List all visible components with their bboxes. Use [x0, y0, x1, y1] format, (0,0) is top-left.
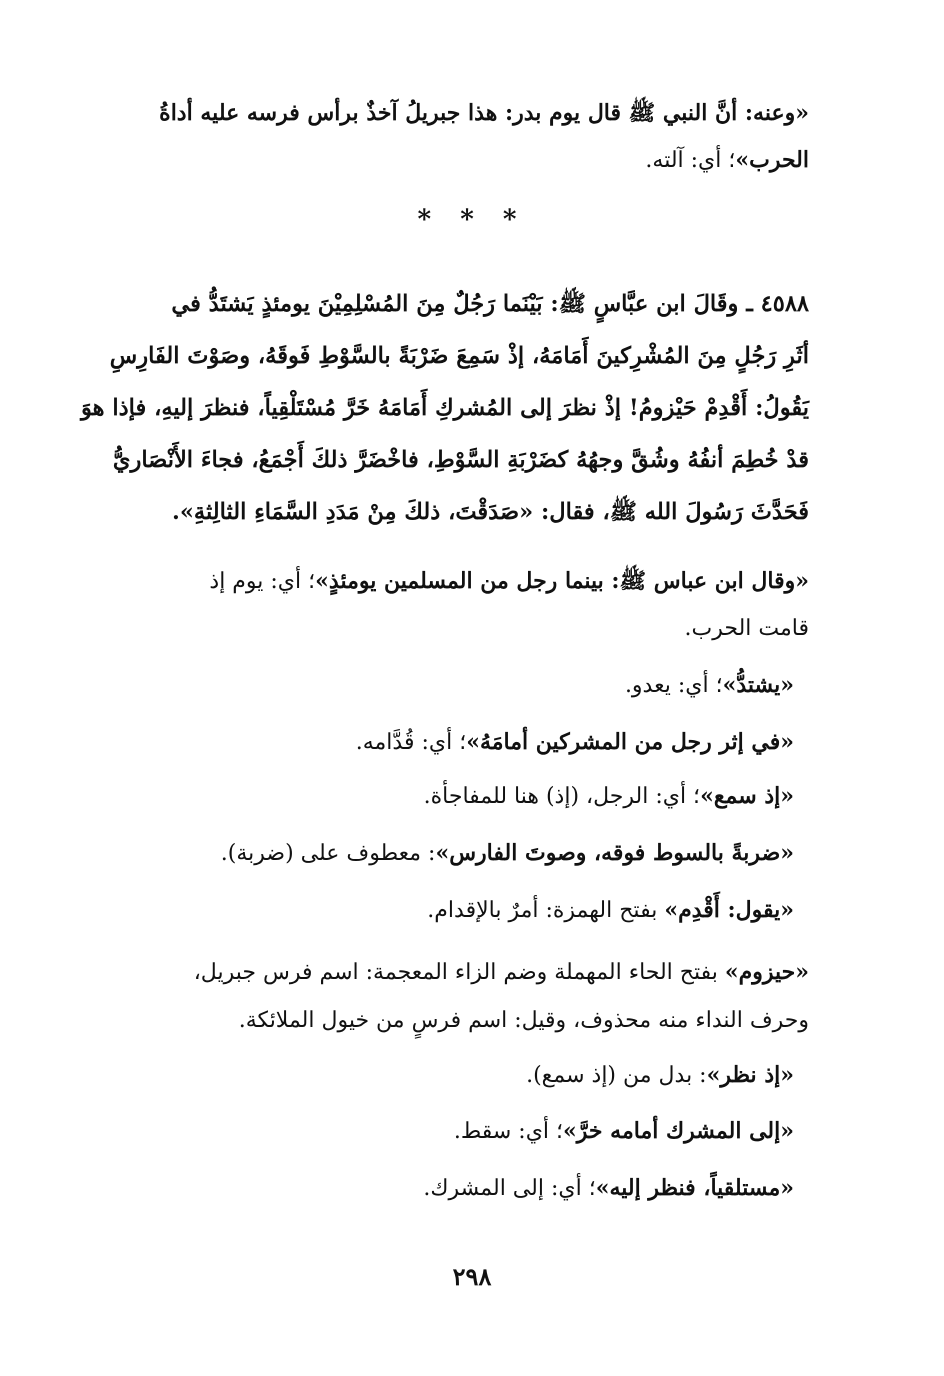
commentary-intro-line-2: قامت الحرب.: [684, 616, 809, 641]
gloss-explanation: ؛ أي: يعدو.: [624, 673, 723, 698]
hadith-text: [81, 278, 809, 538]
hadith-line-3: يَقُولُ: أَقْدِمْ حَيْزومُ! إذْ نظرَ إلى المُشركِ أَمَامَهُ خَرَّ مُسْتَلْقِياً، فنظرَ إليهِ، فإذا هوَ: [81, 395, 809, 421]
opening-paragraph: [120, 90, 809, 184]
hadith-line-5: فَحَدَّثَ رَسُولَ الله ﷺ، فقال: «صَدَقْتَ، ذلكَ مِنْ مَدَدِ السَّمَاءِ الثالِثةِ».: [172, 499, 809, 525]
gloss-explanation: ؛ أي: إلى المشرك.: [423, 1176, 596, 1201]
gloss-term: «إذ نظر»: [706, 1062, 794, 1088]
gloss-explanation: ؛ أي: قُدَّامه.: [355, 730, 467, 755]
gloss-term: «إلى المشرك أمامه خرَّ»: [563, 1118, 794, 1144]
gloss-explanation-line-2: وحرف النداء منه محذوف، وقيل: اسم فرسٍ من خيول الملائكة.: [238, 1008, 809, 1033]
gloss-item: [120, 1111, 794, 1152]
page-number: ٢٩٨: [452, 1262, 492, 1291]
gloss-term: «يقول: أَقْدِم»: [664, 897, 794, 923]
gloss-item: [120, 722, 794, 763]
opening-line-2-bold: الحرب»: [735, 147, 809, 173]
gloss-item: [120, 948, 809, 1045]
gloss-item: [120, 1055, 794, 1096]
commentary-intro-bold: «وقال ابن عباس ﷺ: بينما رجل من المسلمين يومئذٍ»: [315, 568, 809, 594]
gloss-item: [120, 665, 794, 706]
gloss-explanation: بفتح الهمزة: أمرٌ بالإقدام.: [427, 898, 665, 923]
gloss-term: «مستلقياً، فنظر إليه»: [595, 1175, 794, 1201]
gloss-term: «في إثر رجل من المشركين أمامَهُ»: [466, 729, 794, 755]
hadith-line-2: أثَرِ رَجُلٍ مِنَ المُشْرِكينَ أَمَامَهُ، إذْ سَمِعَ ضَرْبَةً بالسَّوْطِ فَوقَهُ، وصَوْتَ الفَارِسِ: [109, 343, 809, 369]
opening-line-1: «وعنه: أنَّ النبي ﷺ قال يوم بدر: هذا جبريلُ آخذٌ برأس فرسه عليه أداةُ: [159, 100, 809, 126]
gloss-explanation: ؛ أي: الرجل، (إذ) هنا للمفاجأة.: [423, 784, 701, 809]
opening-line-2-rest: ؛ أي: آلته.: [645, 148, 736, 173]
gloss-term: «يشتدُّ»: [722, 672, 794, 698]
section-separator: * * *: [417, 205, 527, 235]
gloss-term: «إذ سمع»: [700, 783, 794, 809]
gloss-term: «ضربةً بالسوط فوقه، وصوتَ الفارس»: [435, 840, 794, 866]
gloss-term: «حيزوم»: [724, 959, 809, 985]
gloss-explanation: ؛ أي: سقط.: [453, 1119, 564, 1144]
gloss-item: [120, 1168, 794, 1209]
gloss-explanation: بفتح الحاء المهملة وضم الزاء المعجمة: اسم فرس جبريل،: [193, 960, 725, 985]
hadith-line-1: ٤٥٨٨ ـ وقَالَ ابن عبَّاسٍ ﷺ: بَيْنَما رَجُلٌ مِنَ المُسْلِمِيْنَ يومئذٍ يَشتَدُّ في: [171, 291, 809, 317]
gloss-explanation: : معطوف على (ضربة).: [220, 841, 436, 866]
gloss-item: [120, 833, 794, 874]
commentary-intro-rest: ؛ أي: يوم إذ: [209, 569, 316, 594]
gloss-item: [120, 890, 794, 931]
gloss-explanation: : بدل من (إذ سمع).: [526, 1063, 707, 1088]
hadith-line-4: قدْ خُطِمَ أنفُهُ وشُقَّ وجهُهُ كضَرْبَةِ السَّوْطِ، فاخْضَرَّ ذلكَ أَجْمَعُ، فجاءَ الأَنْصَاريُّ: [112, 447, 809, 473]
commentary-intro: [120, 558, 809, 652]
gloss-item: [120, 776, 794, 817]
